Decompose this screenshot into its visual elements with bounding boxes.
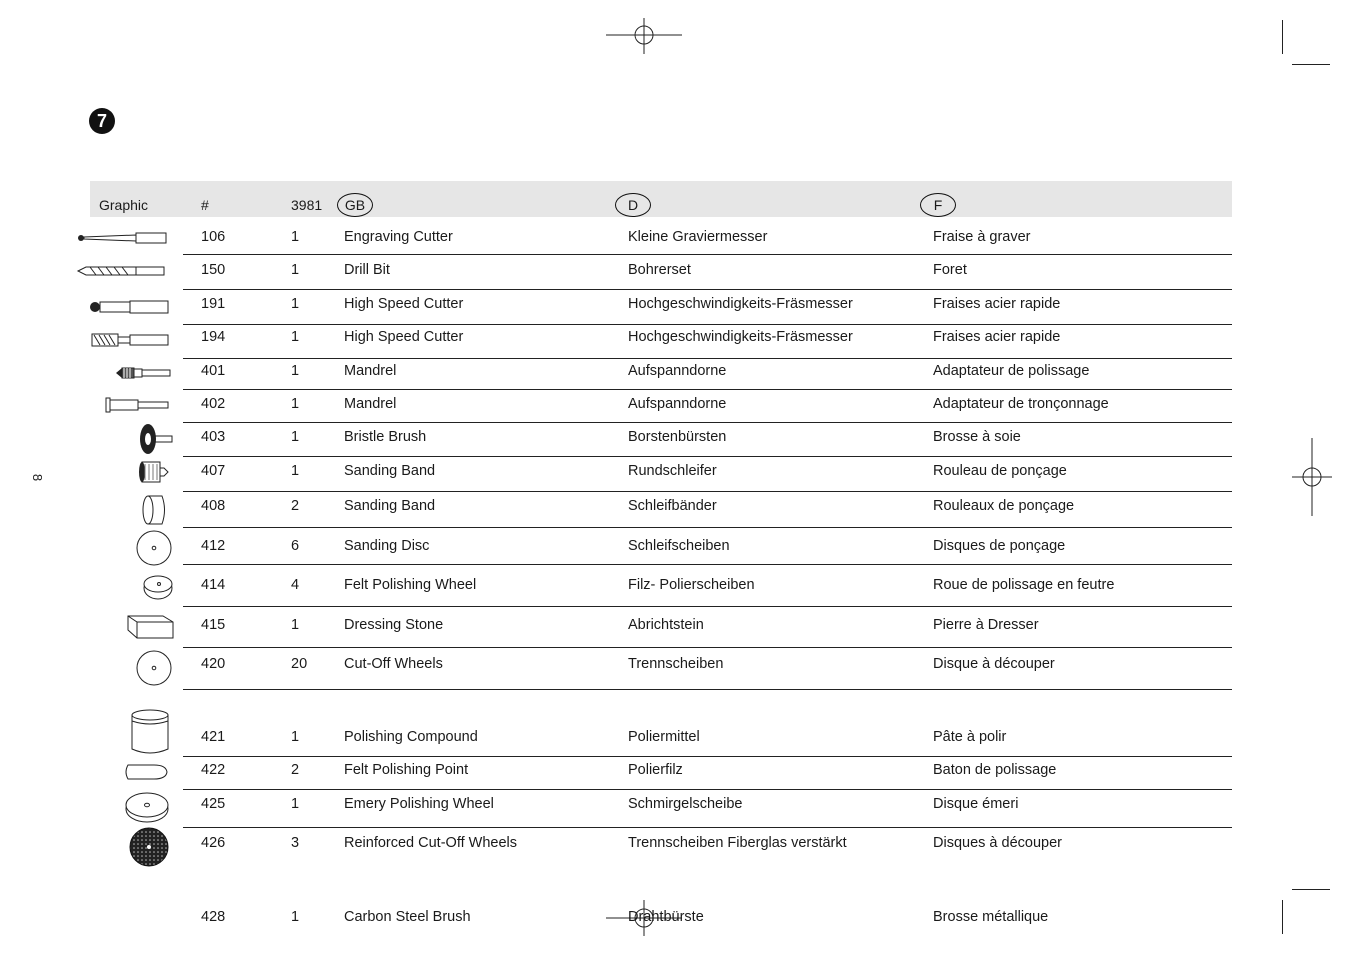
row-divider xyxy=(183,422,1232,423)
name-french: Pierre à Dresser xyxy=(933,617,1039,633)
engraving-cutter-icon xyxy=(76,230,172,246)
part-number: 428 xyxy=(201,909,226,925)
name-german: Hochgeschwindigkeits-Fräsmesser xyxy=(628,296,853,312)
name-german: Borstenbürsten xyxy=(628,429,727,445)
name-english: Felt Polishing Point xyxy=(344,762,469,778)
name-french: Rouleaux de ponçage xyxy=(933,498,1075,514)
row-divider xyxy=(183,324,1232,325)
part-number: 426 xyxy=(201,835,226,851)
quantity: 1 xyxy=(291,396,300,412)
quantity: 1 xyxy=(291,296,300,312)
name-english: Sanding Band xyxy=(344,498,436,514)
name-german: Schmirgelscheibe xyxy=(628,796,743,812)
row-divider xyxy=(183,827,1232,828)
name-german: Rundschleifer xyxy=(628,463,717,479)
name-english: Sanding Disc xyxy=(344,538,430,554)
quantity: 1 xyxy=(291,796,300,812)
part-number: 407 xyxy=(201,463,226,479)
header-model: 3981 xyxy=(291,197,323,213)
quantity: 2 xyxy=(291,498,300,514)
row-divider xyxy=(183,606,1232,607)
row-divider xyxy=(183,389,1232,390)
row-divider xyxy=(183,789,1232,790)
quantity: 1 xyxy=(291,909,300,925)
header-graphic: Graphic xyxy=(99,197,149,213)
quantity: 1 xyxy=(291,363,300,379)
quantity: 20 xyxy=(291,656,308,672)
part-number: 414 xyxy=(201,577,226,593)
name-french: Fraises acier rapide xyxy=(933,296,1061,312)
name-french: Fraise à graver xyxy=(933,229,1031,245)
part-number: 194 xyxy=(201,329,226,345)
name-german: Schleifbänder xyxy=(628,498,717,514)
name-french: Pâte à polir xyxy=(933,729,1007,745)
quantity: 6 xyxy=(291,538,300,554)
mandrel-icon xyxy=(104,396,172,414)
name-french: Rouleau de ponçage xyxy=(933,463,1067,479)
quantity: 1 xyxy=(291,463,300,479)
quantity: 1 xyxy=(291,617,300,633)
row-divider xyxy=(183,647,1232,648)
name-english: Engraving Cutter xyxy=(344,229,453,245)
emery-wheel-icon xyxy=(124,790,170,824)
header-lang-gb: GB xyxy=(337,193,373,217)
name-english: Carbon Steel Brush xyxy=(344,909,471,925)
cut-off-wheel-icon xyxy=(135,649,173,687)
name-english: Mandrel xyxy=(344,363,397,379)
name-english: High Speed Cutter xyxy=(344,296,464,312)
section-number-badge: 7 xyxy=(89,108,115,134)
header-lang-f: F xyxy=(920,193,956,217)
high-speed-cutter-icon xyxy=(88,298,172,316)
name-english: Dressing Stone xyxy=(344,617,444,633)
name-german: Trennscheiben Fiberglas verstärkt xyxy=(628,835,847,851)
name-english: Sanding Band xyxy=(344,463,436,479)
name-french: Disque à découper xyxy=(933,656,1055,672)
felt-wheel-icon xyxy=(141,573,175,601)
row-divider xyxy=(183,564,1232,565)
sanding-drum-icon xyxy=(138,458,174,486)
name-english: Bristle Brush xyxy=(344,429,427,445)
name-french: Baton de polissage xyxy=(933,762,1057,778)
registration-mark-right xyxy=(1290,438,1334,516)
name-english: Reinforced Cut-Off Wheels xyxy=(344,835,517,851)
row-divider xyxy=(183,491,1232,492)
part-number: 150 xyxy=(201,262,226,278)
quantity: 1 xyxy=(291,262,300,278)
name-german: Aufspanndorne xyxy=(628,363,727,379)
name-french: Roue de polissage en feutre xyxy=(933,577,1115,593)
name-german: Trennscheiben xyxy=(628,656,724,672)
name-french: Adaptateur de polissage xyxy=(933,363,1090,379)
part-number: 422 xyxy=(201,762,226,778)
quantity: 1 xyxy=(291,229,300,245)
row-divider xyxy=(183,689,1232,690)
name-french: Fraises acier rapide xyxy=(933,329,1061,345)
name-german: Drahtbürste xyxy=(628,909,704,925)
header-lang-d: D xyxy=(615,193,651,217)
name-german: Polierfilz xyxy=(628,762,683,778)
name-english: Emery Polishing Wheel xyxy=(344,796,494,812)
page-number: 8 xyxy=(30,473,46,482)
polishing-compound-icon xyxy=(129,707,171,757)
row-divider xyxy=(183,358,1232,359)
name-english: Felt Polishing Wheel xyxy=(344,577,477,593)
name-french: Disques de ponçage xyxy=(933,538,1066,554)
dressing-stone-icon xyxy=(125,612,177,640)
name-german: Aufspanndorne xyxy=(628,396,727,412)
felt-point-icon xyxy=(122,762,170,782)
row-divider xyxy=(183,254,1232,255)
name-french: Disques à découper xyxy=(933,835,1062,851)
screw-mandrel-icon xyxy=(114,364,172,382)
name-french: Brosse métallique xyxy=(933,909,1049,925)
name-french: Foret xyxy=(933,262,967,278)
reinforced-wheel-icon xyxy=(128,826,170,868)
row-divider xyxy=(183,527,1232,528)
crop-mark xyxy=(1292,64,1330,65)
name-english: Cut-Off Wheels xyxy=(344,656,443,672)
crop-mark xyxy=(1282,900,1283,934)
table-header xyxy=(90,181,1232,217)
quantity: 4 xyxy=(291,577,300,593)
crop-mark xyxy=(1292,889,1330,890)
bristle-brush-icon xyxy=(138,422,174,456)
part-number: 425 xyxy=(201,796,226,812)
quantity: 3 xyxy=(291,835,300,851)
name-german: Kleine Graviermesser xyxy=(628,229,768,245)
row-divider xyxy=(183,756,1232,757)
crop-mark xyxy=(1282,20,1283,54)
part-number: 420 xyxy=(201,656,226,672)
high-speed-cutter-fluted-icon xyxy=(90,331,172,349)
part-number: 191 xyxy=(201,296,226,312)
part-number: 415 xyxy=(201,617,226,633)
quantity: 1 xyxy=(291,329,300,345)
part-number: 401 xyxy=(201,363,226,379)
part-number: 421 xyxy=(201,729,226,745)
name-french: Brosse à soie xyxy=(933,429,1021,445)
name-french: Disque émeri xyxy=(933,796,1019,812)
drill-bit-icon xyxy=(76,264,168,278)
name-german: Schleifscheiben xyxy=(628,538,730,554)
row-divider xyxy=(183,289,1232,290)
name-french: Adaptateur de tronçonnage xyxy=(933,396,1109,412)
name-german: Filz- Polierscheiben xyxy=(628,577,755,593)
quantity: 2 xyxy=(291,762,300,778)
part-number: 106 xyxy=(201,229,226,245)
part-number: 403 xyxy=(201,429,226,445)
sanding-band-icon xyxy=(140,494,170,526)
registration-mark-top xyxy=(604,18,684,54)
name-german: Poliermittel xyxy=(628,729,700,745)
part-number: 412 xyxy=(201,538,226,554)
name-german: Abrichtstein xyxy=(628,617,704,633)
part-number: 408 xyxy=(201,498,226,514)
sanding-disc-icon xyxy=(135,529,173,567)
row-divider xyxy=(183,456,1232,457)
quantity: 1 xyxy=(291,429,300,445)
header-num: # xyxy=(201,197,209,213)
name-english: Polishing Compound xyxy=(344,729,478,745)
name-english: Mandrel xyxy=(344,396,397,412)
name-german: Hochgeschwindigkeits-Fräsmesser xyxy=(628,329,853,345)
quantity: 1 xyxy=(291,729,300,745)
name-english: High Speed Cutter xyxy=(344,329,464,345)
name-english: Drill Bit xyxy=(344,262,390,278)
part-number: 402 xyxy=(201,396,226,412)
name-german: Bohrerset xyxy=(628,262,691,278)
